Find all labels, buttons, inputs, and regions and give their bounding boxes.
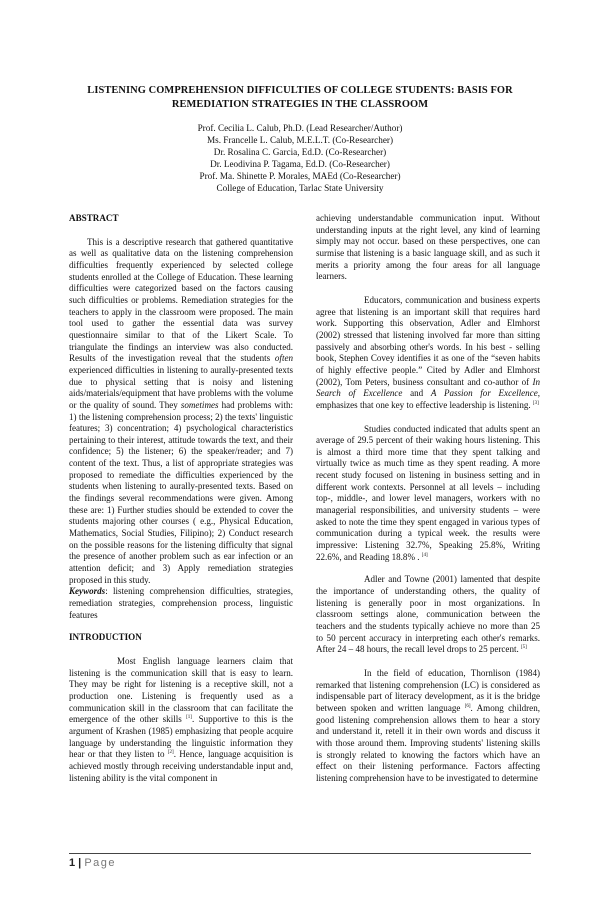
emphasis-often: often [274, 353, 293, 364]
paper-title: LISTENING COMPREHENSION DIFFICULTIES OF COLLEGE STUDENTS: BASIS FOR REMEDIATION STRATEGIES IN THE CLASSROOM [87, 85, 513, 110]
abstract-heading: ABSTRACT [69, 213, 119, 223]
emphasis-sometimes: sometimes [180, 399, 219, 410]
intro-paragraph: Most English language learners claim that listening is the communication skill that is easy to learn. They may be right for listening is a receptive skill, not a production one. Listening is frequently used as a communication skill in the classroom that can facilitate the emergence of the other skills [1]. Supportive to this is the argument of Krashen (1985) emphasizing that people acquire language by understanding the linguistic information they hear or that they listen to [2]. Hence, language acquisition is achieved mostly through receiving understandable input and, listening ability is the vital component in [69, 655, 294, 783]
intro-paragraph: In the field of education, Thornlison (1984) remarked that listening comprehension (LC) is considered as indispensable part of literacy development, as it is the bridge between spoken and written language [6]. Among children, good listening comprehension allows them to hear a story and understand it, retell it in their own words and discuss it with those around them. Improving students' listening skills is strongly related to knowing the factors which have an effect on their listening performance. Factors affecting listening comprehension have to be investigated to determine [316, 667, 540, 783]
footer-separator: | [75, 857, 85, 869]
affiliation: College of Education, Tarlac State University [216, 182, 384, 193]
intro-paragraph: Educators, communication and business experts agree that listening is an important skill that requires hard work. Supporting this observation, Adler and Elmhorst (2002) stressed that listening involved far more than sitting passively and absorbing other's words. In his best - selling book, Stephen Covey identifies it as one of the “seven habits of highly effective people.” Cited by Adler and Elmhorst (2002), Tom Peters, business consultant and co-author of In Search of Excellence and A Passion for Excellence, emphasizes that one key to effective leadership is listening. [3] [316, 294, 540, 410]
author-line: Dr. Leodivina P. Tagama, Ed.D. (Co-Researcher) [210, 158, 390, 169]
footer-divider [69, 853, 531, 854]
author-line: Prof. Ma. Shinette P. Morales, MAEd (Co-Researcher) [199, 170, 401, 181]
author-line: Prof. Cecilia L. Calub, Ph.D. (Lead Researcher/Author) [197, 123, 403, 133]
page-number: 1 [69, 857, 76, 869]
citation-ref: [2] [167, 750, 174, 756]
citation-ref: [6] [464, 703, 471, 709]
intro-paragraph-continued: achieving understandable communication input. Without understanding inputs at the right level, any kind of learning simply may not occur. based on these perspectives, one can surmise that listening is a basic language skill, and as such it merits a priority among the four areas for all language learners. [316, 213, 540, 282]
author-list [100, 123, 500, 194]
abstract-paragraph: This is a descriptive research that gathered quantitative as well as qualitative data on the listening comprehension difficulties frequently experienced by selected college students enrolled at the College of Education. These learning difficulties were categorized based on the factors causing such difficulties or problems. Remediation strategies for the teachers to apply in the classroom were proposed. The main tool used to gather the essential data was survey questionnaire similar to that of the Likert Scale. To triangulate the findings an interview was also conducted. Results of the investigation reveal that the students often experienced difficulties in listening to aurally-presented texts due to physical setting that is noisy and listening aids/materials/equipment that have problems with the volume or the quality of sound. They sometimes had problems with: 1) the listening comprehension process; 2) the texts' linguistic features; 3) concentration; 4) psychological characteristics pertaining to their interest, attitude towards the text, and their confidence; 5) the listener; 6) the speaker/reader; and 7) content of the text. Thus, a list of appropriate strategies was proposed to remediate the difficulties experienced by the students when listening to aurally-presented texts. Based on the findings several recommendations were given. Among these are: 1) Further studies should be extended to cover the students majoring other courses ( e.g., Physical Education, Mathematics, Social Studies, Filipino); 2) Conduct research on the possible reasons for the listening difficulty that signal the presence of another problem such as ear infection or an attention deficit; and 3) Apply remediation strategies proposed in this study. [69, 236, 293, 585]
citation-ref: [5] [521, 645, 527, 651]
author-line: Ms. Francelle L. Calub, M.E.L.T. (Co-Researcher) [206, 134, 394, 145]
book-title: A Passion for Excellence [430, 388, 538, 399]
intro-paragraph: Studies conducted indicated that adults spent an average of 29.5 percent of their waking hours listening. This is almost a third more time that they spent talking and virtually twice as much time as they spent reading. A more recent study focused on listening in business setting and in different work contexts. Personnel at all levels – including top-, middle-, and lower level managers, workers with no managerial responsibilities, and university students – were asked to note the time they spent engaged in various types of communication during a typical week. the results were impressive: Listening 32.7%, Speaking 25.8%, Writing 22.6%, and Reading 18.8% . [4] [316, 423, 540, 562]
author-line: Dr. Rosalina C. Garcia, Ed.D. (Co-Researcher) [213, 146, 387, 157]
keywords-label: Keywords [69, 586, 106, 597]
page-label: Page [84, 857, 117, 869]
book-title: In Search of Excellence [316, 376, 540, 399]
citation-ref: [1] [186, 715, 192, 721]
keywords: Keywords: listening comprehension difficulties, strategies, remediation strategies, comprehension process, linguistic features [69, 586, 293, 620]
left-column [69, 213, 293, 784]
introduction-heading: INTRODUCTION [69, 632, 142, 643]
intro-paragraph: Adler and Towne (2001) lamented that despite the importance of understanding others, the quality of listening is generally poor in most organizations. In classroom settings alone, communication between the teachers and the students typically achieve no more than 25 to 50 percent accuracy in interpreting each other's remarks. After 24 – 48 hours, the recall level drops to 25 percent. [5] [316, 574, 540, 655]
citation-ref: [4] [421, 552, 428, 558]
page-footer [69, 857, 116, 869]
citation-ref: [3] [532, 400, 539, 406]
right-column [316, 213, 540, 785]
